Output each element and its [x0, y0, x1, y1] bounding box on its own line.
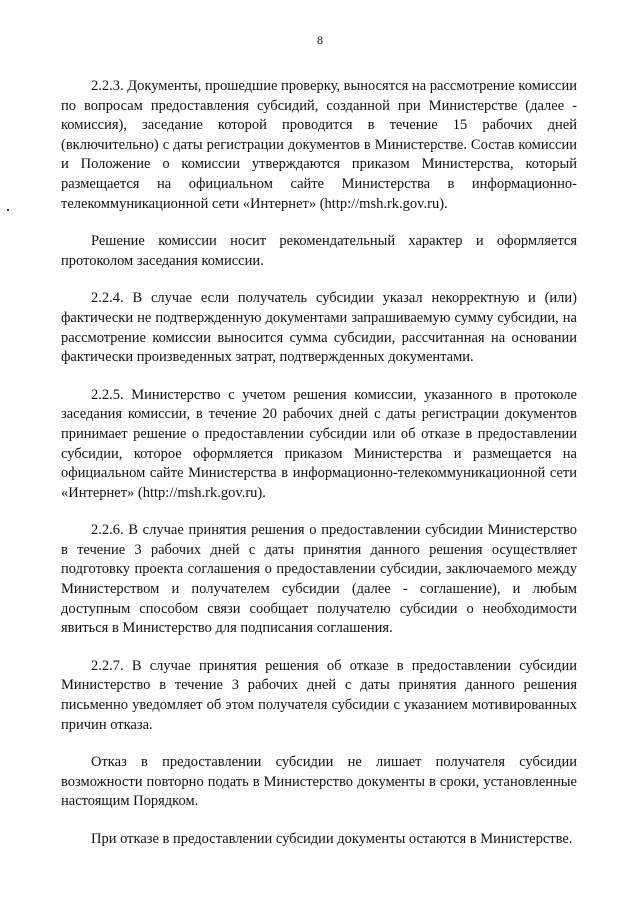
- paragraph-gap: [61, 639, 577, 657]
- document-body: [61, 77, 577, 850]
- paragraph-commission-decision: Решение комиссии носит рекомендательный характер и оформляется протоколом заседания комиссии.: [61, 233, 577, 269]
- paragraph-gap: [61, 368, 577, 386]
- paragraph-2-2-4: 2.2.4. В случае если получатель субсидии указал некорректную и (или) фактически не подтвержденную документами запрашиваемую сумму субсидии, на рассмотрение комиссии выносится сумма субсидии, рассчитанная на основании фактически произведенных затрат, подтвержденных документами.: [61, 290, 577, 366]
- page-number: 8: [317, 33, 323, 47]
- paragraph-documents-remain: При отказе в предоставлении субсидии документы остаются в Министерстве.: [91, 831, 573, 847]
- paragraph-2-2-6: 2.2.6. В случае принятия решения о предоставлении субсидии Министерство в течение 3 рабочих дней с даты принятия данного решения осуществляет подготовку проекта соглашения о предоставлении субсидии, заключаемого между Министерством и получателем субсидии (далее - соглашение), и любым доступным способом связи сообщает получателю субсидии о необходимости явиться в Министерство для подписания соглашения.: [61, 522, 577, 637]
- paragraph-gap: [61, 214, 577, 232]
- paragraph-2-2-5: 2.2.5. Министерство с учетом решения комиссии, указанного в протоколе заседания комиссии, в течение 20 рабочих дней с даты регистрации документов принимает решение о предоставлении субсидии или об отказе в предоставлении субсидии, которое оформляется приказом Министерства и размещается на официальном сайте Министерства в информационно-телекоммуникационной сети «Интернет» (http://msh.rk.gov.ru).: [61, 386, 577, 501]
- paragraph-refusal-no-bar: Отказ в предоставлении субсидии не лишает получателя субсидии возможности повторно подать в Министерство документы в сроки, установленные настоящим Порядком.: [61, 754, 577, 810]
- paragraph-gap: [61, 812, 577, 830]
- paragraph-2-2-3: 2.2.3. Документы, прошедшие проверку, выносятся на рассмотрение комиссии по вопросам предоставления субсидий, созданной при Министерстве (далее - комиссия), заседание которой проводится в течение 15 рабочих дней (включительно) с даты регистрации документов в Министерстве. Состав комиссии и Положение о комиссии утверждаются приказом Министерства, который размещается на официальном сайте Министерства в информационно-телекоммуникационной сети «Интернет» (http://msh.rk.gov.ru).: [61, 78, 577, 212]
- paragraph-gap: [61, 271, 577, 289]
- paragraph-gap: [61, 503, 577, 521]
- paragraph-gap: [61, 735, 577, 753]
- paragraph-2-2-7: 2.2.7. В случае принятия решения об отказе в предоставлении субсидии Министерство в течение 3 рабочих дней с даты принятия данного решения письменно уведомляет об этом получателя субсидии с указанием мотивированных причин отказа.: [61, 657, 577, 733]
- scan-speck: [7, 209, 9, 211]
